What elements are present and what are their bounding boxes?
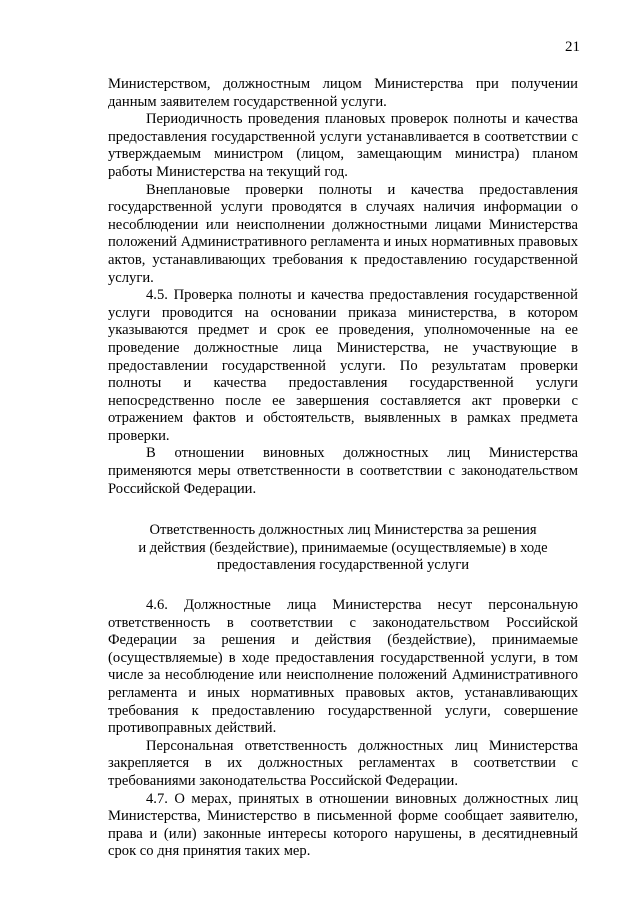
paragraph-liability-measures: В отношении виновных должностных лиц Министерства применяются меры ответственности в соответствии с законодательством Российской Федерации. xyxy=(108,445,578,497)
paragraph-unplanned-checks: Внеплановые проверки полноты и качества предоставления государственной услуги проводятся в случаях наличия информации о несоблюдении или неисполнении должностными лицами Министерства положений Административного регламента и иных нормативных правовых актов, устанавливающих требования к предоставлению государственной услуги. xyxy=(108,181,578,286)
paragraph-4-5: 4.5. Проверка полноты и качества предоставления государственной услуги проводится на основании приказа министерства, в котором указываются предмет и срок ее проведения, уполномоченные на ее проведение должностные лица Министерства, не участвующие в предоставлении государственной услуги. По результатам проверки полноты и качества предоставления государственной услуги непосредственно после ее завершения составляется акт проверки с отражением фактов и обстоятельств, выявленных в рамках предмета проверки. xyxy=(108,287,578,444)
document-body xyxy=(108,76,578,861)
page-number: 21 xyxy=(565,39,580,55)
paragraph-continuation: Министерством, должностным лицом Министерства при получении данным заявителем государственной услуги. xyxy=(108,76,578,110)
paragraph-4-6: 4.6. Должностные лица Министерства несут персональную ответственность в соответствии с законодательством Российской Федерации за решения и действия (бездействие), принимаемые (осуществляемые) в ходе предоставления государственной услуги, в том числе за несоблюдение или неисполнение положений Административного регламента и иных нормативных правовых актов, устанавливающих требования к предоставлению государственной услуги, совершение противоправных действий. xyxy=(108,597,578,737)
paragraph-personal-responsibility: Персональная ответственность должностных лиц Министерства закрепляется в их должностных регламентах в соответствии с требованиями законодательства Российской Федерации. xyxy=(108,737,578,789)
paragraph-planned-checks: Периодичность проведения плановых проверок полноты и качества предоставления государственной услуги устанавливается в соответствии с утверждаемым министром (лицом, замещающим министра) планом работы Министерства на текущий год. xyxy=(108,111,578,180)
section-heading-line-3: предоставления государственной услуги xyxy=(216,557,470,574)
section-heading-line-1: Ответственность должностных лиц Министерства за решения xyxy=(149,522,537,539)
section-heading-line-2: и действия (бездействие), принимаемые (осуществляемые) в ходе xyxy=(138,539,548,556)
paragraph-4-7: 4.7. О мерах, принятых в отношении виновных должностных лиц Министерства, Министерство в письменной форме сообщает заявителю, права и (или) законные интересы которого нарушены, в десятидневный срок со дня принятия таких мер. xyxy=(108,790,578,860)
section-heading xyxy=(108,522,578,575)
